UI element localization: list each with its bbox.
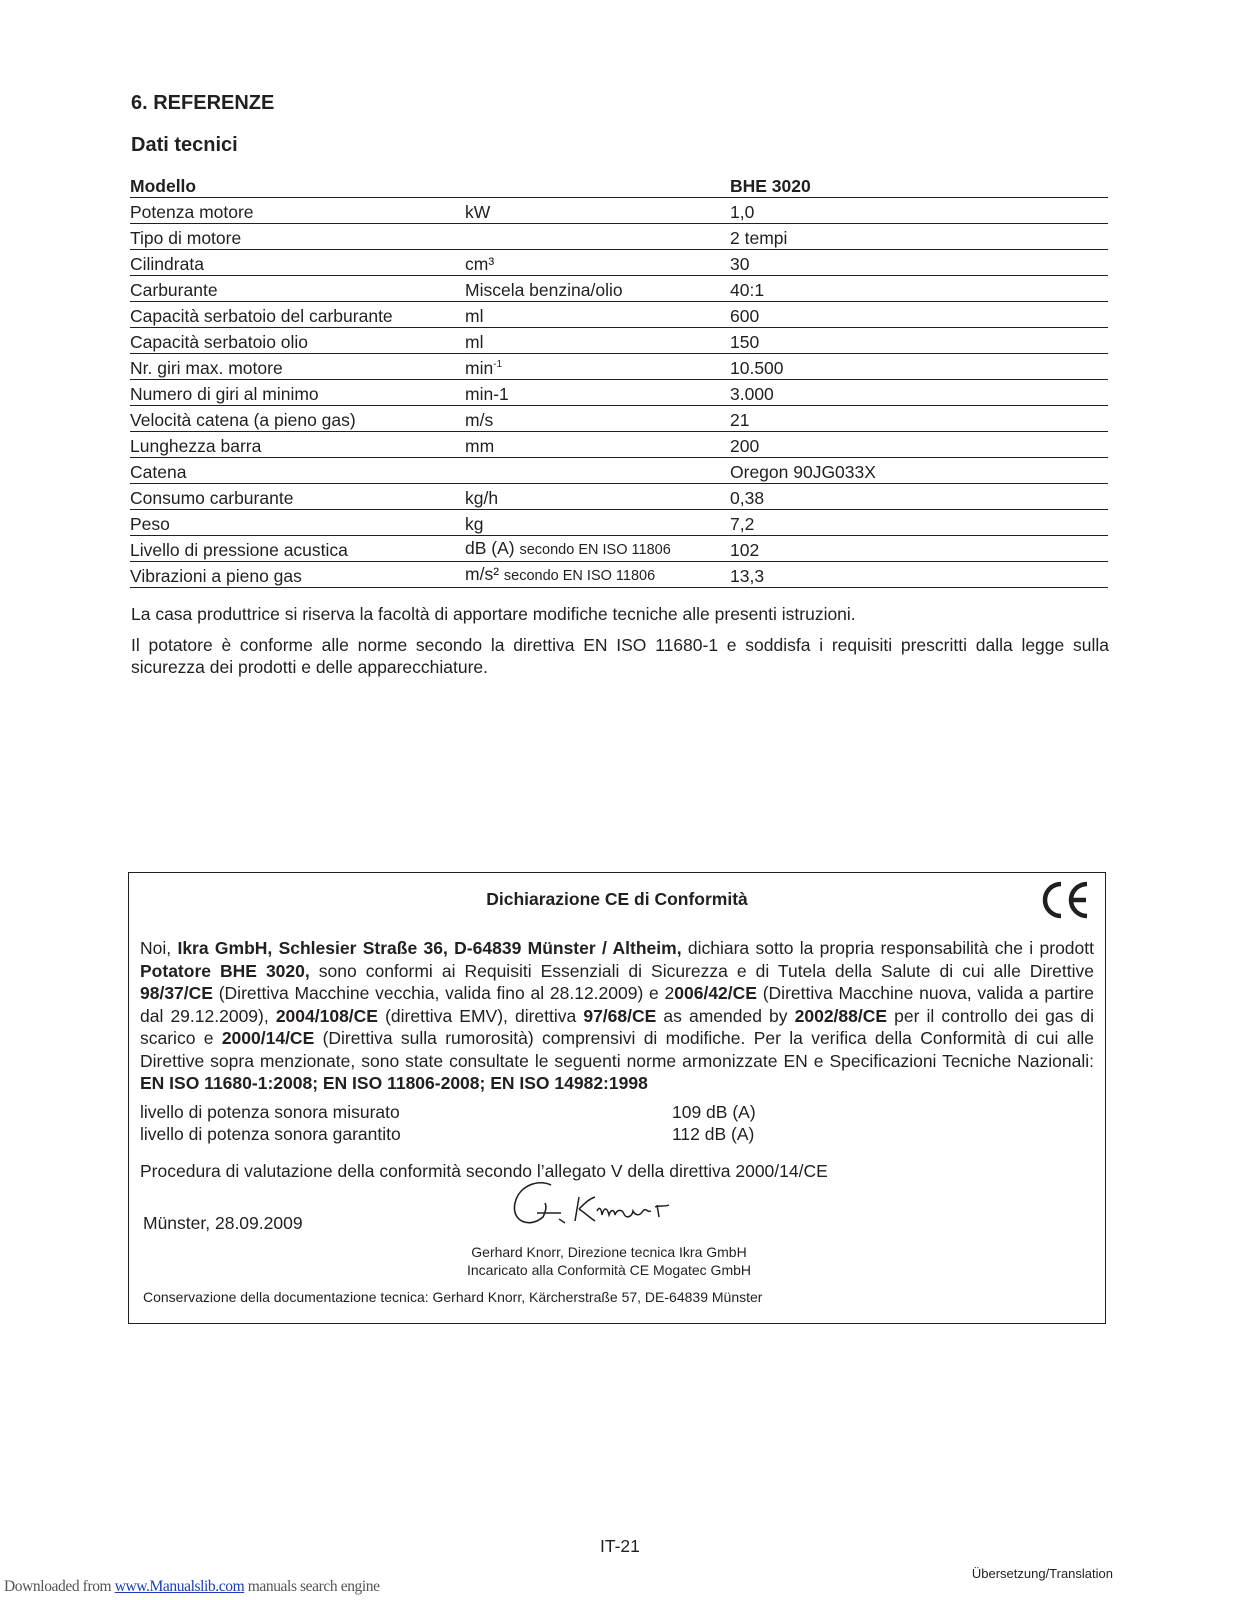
spec-value: 150 <box>730 328 1108 354</box>
sound-level-label: livello di potenza sonora garantito <box>140 1124 401 1144</box>
spec-unit <box>465 250 730 276</box>
specs-header-label: Modello <box>130 173 465 198</box>
declaration-body <box>140 937 1094 1095</box>
spec-unit <box>465 484 730 510</box>
footer-prefix: Downloaded from <box>4 1578 115 1595</box>
specs-header-model: BHE 3020 <box>730 173 1108 198</box>
sound-level-guaranteed <box>140 1123 754 1145</box>
spec-row <box>130 484 1108 510</box>
manualslib-link[interactable]: www.Manualslib.com <box>114 1578 245 1595</box>
declaration-body-text: (Direttiva sulla rumorosità) comprensivi di modifiche. Per la verifica della Conformità di cui alle Direttive sopra menzionate, sono state consultate le seguenti norme armonizzate EN e Specificazioni Tecniche Nazionali: <box>140 1028 1094 1071</box>
declaration-body-text: Noi, <box>140 938 178 958</box>
spec-value: 30 <box>730 250 1108 276</box>
spec-row <box>130 510 1108 536</box>
subsection-title: Dati tecnici <box>131 134 238 156</box>
documentation-archive: Conservazione della documentazione tecnica: Gerhard Knorr, Kärcherstraße 57, DE-64839 Münster <box>143 1289 763 1305</box>
spec-unit-superscript: -1 <box>493 359 503 370</box>
spec-unit-text: m/s² <box>465 564 500 584</box>
translation-note: Übersetzung/Translation <box>971 1566 1113 1581</box>
spec-label: Carburante <box>130 276 465 302</box>
spec-unit <box>465 458 730 484</box>
spec-label: Numero di giri al minimo <box>130 380 465 406</box>
spec-label: Catena <box>130 458 465 484</box>
declaration-box <box>128 872 1106 1324</box>
sound-level-value: 109 dB (A) <box>672 1102 756 1122</box>
spec-label: Livello di pressione acustica <box>130 536 465 562</box>
declaration-body-bold: 2000/14/CE <box>221 1028 315 1048</box>
spec-unit-text: kg <box>465 514 484 534</box>
section-title: 6. REFERENZE <box>131 92 275 114</box>
declaration-title: Dichiarazione CE di Conformità <box>486 889 748 909</box>
footer-suffix: manuals search engine <box>244 1578 380 1595</box>
declaration-body-bold: 98/37/CE <box>140 983 213 1003</box>
declaration-body-bold: 97/68/CE <box>583 1005 657 1026</box>
declaration-body-text: (Direttiva Macchine vecchia, valida fino al 28.12.2009) e 2 <box>212 983 675 1003</box>
spec-value: 2 tempi <box>730 224 1108 250</box>
spec-label: Cilindrata <box>130 250 465 276</box>
spec-unit <box>465 432 730 458</box>
spec-label: Tipo di motore <box>130 224 465 250</box>
declaration-body-text: dichiara sotto la propria responsabilità che i prodott <box>681 938 1094 958</box>
spec-unit-text: m/s <box>465 410 494 430</box>
spec-value: 7,2 <box>730 510 1108 536</box>
spec-unit <box>465 406 730 432</box>
sound-level-label: livello di potenza sonora misurato <box>140 1102 400 1122</box>
spec-unit-text: kg/h <box>465 488 499 508</box>
note-conformity: Il potatore è conforme alle norme secondo la direttiva EN ISO 11680-1 e soddisfa i requisiti prescritti dalla legge sulla sicurezza dei prodotti e delle apparecchiature. <box>131 635 1109 677</box>
specs-table <box>130 173 1108 588</box>
ce-mark-icon <box>1039 879 1091 921</box>
spec-label: Capacità serbatoio olio <box>130 328 465 354</box>
specs-header-unit <box>465 173 730 198</box>
spec-value: 1,0 <box>730 198 1108 224</box>
sound-level-value: 112 dB (A) <box>672 1124 755 1144</box>
spec-value: 13,3 <box>730 562 1108 588</box>
spec-unit <box>465 302 730 328</box>
spec-unit-text: dB (A) <box>465 538 515 558</box>
spec-label: Vibrazioni a pieno gas <box>130 562 465 588</box>
spec-row <box>130 562 1108 588</box>
spec-unit <box>465 198 730 224</box>
spec-value: 40:1 <box>730 276 1108 302</box>
signer-name: Gerhard Knorr, Direzione tecnica Ikra GmbH <box>471 1244 747 1260</box>
spec-unit <box>465 562 730 588</box>
spec-unit-text: ml <box>465 332 484 352</box>
declaration-body-bold: EN ISO 11680-1:2008; EN ISO 11806-2008; EN ISO 14982:1998 <box>140 1073 648 1093</box>
declaration-body-text: per il controllo dei gas di scarico e <box>140 1005 1095 1048</box>
spec-row <box>130 536 1108 562</box>
spec-value: 3.000 <box>730 380 1108 406</box>
spec-unit-text: kW <box>465 202 491 222</box>
download-footer <box>4 1578 380 1596</box>
declaration-body-bold: 006/42/CE <box>674 983 757 1003</box>
specs-header-row <box>130 173 1108 198</box>
spec-row <box>130 432 1108 458</box>
declaration-body-text: (Direttiva Macchine nuova, valida a partire dal 29.12.2009), <box>140 983 1094 1026</box>
spec-label: Peso <box>130 510 465 536</box>
spec-row <box>130 406 1108 432</box>
spec-unit <box>465 276 730 302</box>
declaration-body-bold: 2004/108/CE <box>275 1005 378 1026</box>
spec-row <box>130 198 1108 224</box>
signature-image <box>509 1177 679 1239</box>
spec-label: Consumo carburante <box>130 484 465 510</box>
spec-unit <box>465 354 730 380</box>
declaration-body-bold: 2002/88/CE <box>794 1005 888 1026</box>
spec-row <box>130 224 1108 250</box>
spec-label: Velocità catena (a pieno gas) <box>130 406 465 432</box>
spec-value: 21 <box>730 406 1108 432</box>
spec-row <box>130 354 1108 380</box>
spec-unit-note: secondo EN ISO 11806 <box>503 568 656 584</box>
declaration-body-text: (direttiva EMV), direttiva <box>377 1005 584 1026</box>
note-manufacturer-rights: La casa produttrice si riserva la facoltà di apportare modifiche tecniche alle presenti istruzioni. <box>131 604 856 624</box>
spec-unit-text: min-1 <box>465 384 509 404</box>
sound-level-measured <box>140 1101 756 1123</box>
specs-body <box>130 198 1108 588</box>
declaration-body-bold: Potatore BHE 3020, <box>140 960 310 981</box>
spec-unit <box>465 328 730 354</box>
declaration-body-bold: Ikra GmbH, Schlesier Straße 36, D-64839 Münster / Altheim, <box>177 938 682 958</box>
spec-row <box>130 458 1108 484</box>
signer-role: Incaricato alla Conformità CE Mogatec GmbH <box>467 1262 751 1278</box>
spec-row <box>130 276 1108 302</box>
spec-value: 102 <box>730 536 1108 562</box>
page-number: IT-21 <box>600 1536 640 1556</box>
spec-row <box>130 302 1108 328</box>
spec-row <box>130 380 1108 406</box>
spec-unit-note: secondo EN ISO 11806 <box>519 542 671 558</box>
spec-unit <box>465 380 730 406</box>
spec-value: 600 <box>730 302 1108 328</box>
declaration-body-text: sono conformi ai Requisiti Essenziali di Sicurezza e di Tutela della Salute di cui alle Direttive <box>309 960 1094 981</box>
conformity-procedure: Procedura di valutazione della conformità secondo l’allegato V della direttiva 2000/14/CE <box>140 1161 828 1181</box>
spec-label: Potenza motore <box>130 198 465 224</box>
spec-row <box>130 250 1108 276</box>
spec-label: Nr. giri max. motore <box>130 354 465 380</box>
spec-unit <box>465 224 730 250</box>
spec-value: Oregon 90JG033X <box>730 458 1108 484</box>
spec-label: Capacità serbatoio del carburante <box>130 302 465 328</box>
spec-unit-text: cm³ <box>465 254 495 274</box>
spec-value: 10.500 <box>730 354 1108 380</box>
declaration-body-text: as amended by <box>656 1005 795 1026</box>
spec-value: 0,38 <box>730 484 1108 510</box>
place-date: Münster, 28.09.2009 <box>143 1213 303 1233</box>
spec-value: 200 <box>730 432 1108 458</box>
spec-unit-text: mm <box>465 436 495 456</box>
spec-unit <box>465 536 730 562</box>
spec-row <box>130 328 1108 354</box>
spec-unit-text: ml <box>465 306 484 326</box>
spec-unit-text: Miscela benzina/olio <box>465 280 623 300</box>
spec-unit-text: min <box>465 358 494 378</box>
spec-label: Lunghezza barra <box>130 432 465 458</box>
spec-unit <box>465 510 730 536</box>
